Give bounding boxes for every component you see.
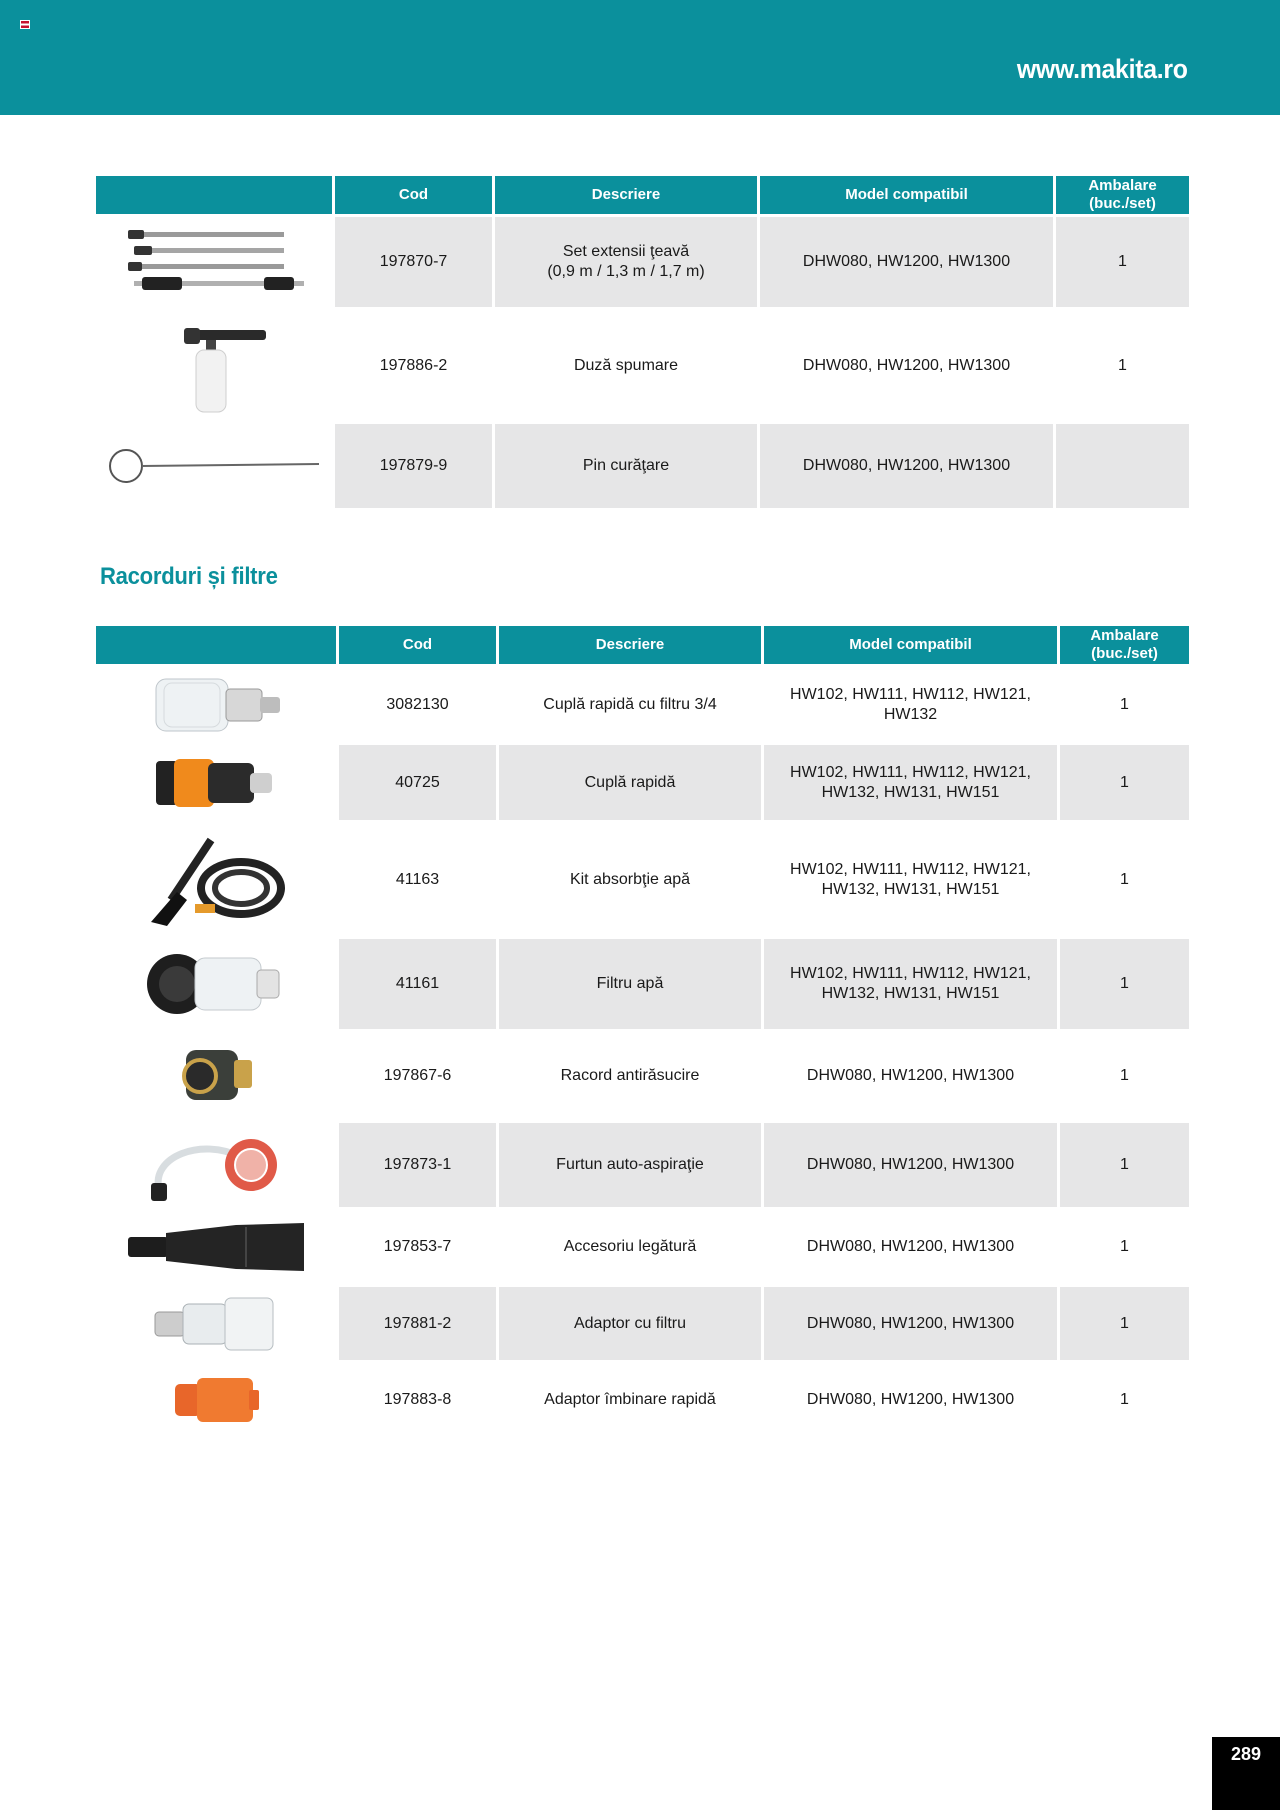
packaging-column-header: Ambalare (buc./set): [1056, 176, 1189, 214]
description-cell: Adaptor cu filtru: [499, 1287, 761, 1360]
table-row: [96, 745, 1189, 820]
quantity-cell: 1: [1060, 1123, 1189, 1207]
code-cell: 41161: [339, 939, 496, 1029]
description-cell: Cuplă rapidă: [499, 745, 761, 820]
table-row: [96, 1210, 1189, 1284]
model-column-header: Model compatibil: [764, 626, 1057, 664]
code-cell: 197853-7: [383, 1238, 452, 1255]
description-cell: Furtun auto-aspiraţie: [499, 1123, 761, 1207]
header-band: [0, 0, 1280, 115]
packaging-column-header: Ambalare (buc./set): [1060, 626, 1189, 664]
model-cell: DHW080, HW1200, HW1300: [764, 1287, 1057, 1360]
product-image: [96, 1123, 336, 1207]
model-cell: DHW080, HW1200, HW1300: [806, 1067, 1015, 1084]
quantity-cell: 1: [1060, 745, 1189, 820]
description-cell: Pin curăţare: [495, 424, 757, 508]
section-title: Racorduri și filtre: [100, 563, 278, 590]
table-row: [96, 1123, 1189, 1207]
image-column-header: [96, 176, 332, 214]
code-cell: 197867-6: [383, 1067, 452, 1084]
description-column-header: Descriere: [499, 626, 761, 664]
quantity-cell: 1: [1056, 217, 1189, 307]
anti-twist-connector-icon: [166, 1038, 266, 1114]
code-cell: 197870-7: [335, 217, 492, 307]
code-cell: 197883-8: [383, 1390, 452, 1408]
table-row: [96, 1287, 1189, 1360]
model-cell: HW102, HW111, HW112, HW121, HW132, HW131, HW151: [790, 860, 1031, 898]
quick-join-adapter-icon: [161, 1370, 271, 1430]
code-cell: 197879-9: [335, 424, 492, 508]
table-header: [96, 626, 1189, 664]
website-url[interactable]: www.makita.ro: [1017, 54, 1188, 84]
description-cell: Filtru apă: [499, 939, 761, 1029]
table-row: [96, 1363, 1189, 1436]
product-image: [96, 1210, 336, 1284]
page-number: 289: [1212, 1737, 1280, 1810]
product-image: [96, 939, 336, 1029]
description-column-header: Descriere: [495, 176, 757, 214]
quantity-cell: [1056, 424, 1189, 508]
model-cell: DHW080, HW1200, HW1300: [806, 1238, 1015, 1255]
table-header: [96, 176, 1189, 214]
accessories-table-1: [93, 173, 1192, 511]
description-cell: Duză spumare: [573, 356, 679, 374]
water-filter-icon: [141, 942, 291, 1026]
flag-icon: [20, 20, 30, 29]
connection-accessory-icon: [126, 1217, 306, 1277]
water-suction-kit-icon: [141, 830, 291, 930]
code-cell: 3082130: [386, 695, 449, 713]
product-image: [96, 667, 336, 742]
code-cell: 41163: [395, 870, 440, 888]
extension-pipes-icon: [114, 222, 314, 302]
quantity-cell: 1: [1120, 1238, 1129, 1255]
table-row: [96, 939, 1189, 1029]
model-cell: DHW080, HW1200, HW1300: [802, 356, 1011, 374]
model-cell: HW102, HW111, HW112, HW121, HW132, HW131, HW151: [764, 745, 1057, 820]
code-cell: 197873-1: [339, 1123, 496, 1207]
product-image: [96, 823, 336, 936]
code-column-header: Cod: [335, 176, 492, 214]
description-cell: Kit absorbţie apă: [569, 870, 691, 888]
model-cell: HW102, HW111, HW112, HW121, HW132, HW131, HW151: [764, 939, 1057, 1029]
quantity-cell: 1: [1120, 1067, 1129, 1084]
image-column-header: [96, 626, 336, 664]
quick-coupling-filter-icon: [146, 673, 286, 737]
quantity-cell: 1: [1060, 1287, 1189, 1360]
product-image: [96, 1032, 336, 1120]
product-image: [96, 217, 332, 307]
product-image: [96, 310, 332, 421]
product-image: [96, 1287, 336, 1360]
product-image: [96, 424, 332, 508]
quantity-cell: 1: [1120, 870, 1129, 888]
code-cell: 40725: [339, 745, 496, 820]
foam-nozzle-icon: [154, 316, 274, 416]
table-row: [96, 1032, 1189, 1120]
description-cell: Set extensii ţeavă (0,9 m / 1,3 m / 1,7 m): [495, 217, 757, 307]
cleaning-pin-icon: [104, 441, 324, 491]
description-cell: Adaptor îmbinare rapidă: [544, 1390, 716, 1408]
quantity-cell: 1: [1120, 1390, 1129, 1408]
self-suction-hose-icon: [141, 1127, 291, 1203]
model-column-header: Model compatibil: [760, 176, 1053, 214]
quantity-cell: 1: [1120, 695, 1129, 713]
model-cell: DHW080, HW1200, HW1300: [806, 1390, 1015, 1408]
table-row: [96, 667, 1189, 742]
code-cell: 197881-2: [339, 1287, 496, 1360]
quick-coupling-icon: [146, 751, 286, 815]
code-column-header: Cod: [339, 626, 496, 664]
model-cell: DHW080, HW1200, HW1300: [760, 217, 1053, 307]
table-row: [96, 424, 1189, 508]
product-image: [96, 1363, 336, 1436]
description-cell: Accesoriu legătură: [563, 1238, 697, 1255]
model-cell: HW102, HW111, HW112, HW121, HW132: [790, 685, 1031, 723]
model-cell: DHW080, HW1200, HW1300: [760, 424, 1053, 508]
connectors-filters-table: [93, 623, 1192, 1439]
code-cell: 197886-2: [379, 356, 448, 374]
model-cell: DHW080, HW1200, HW1300: [764, 1123, 1057, 1207]
product-image: [96, 745, 336, 820]
table-row: [96, 310, 1189, 421]
description-cell: Racord antirăsucire: [560, 1067, 700, 1084]
quantity-cell: 1: [1118, 356, 1127, 374]
table-row: [96, 217, 1189, 307]
quantity-cell: 1: [1060, 939, 1189, 1029]
filter-adapter-icon: [151, 1294, 281, 1354]
description-cell: Cuplă rapidă cu filtru 3/4: [543, 695, 717, 713]
table-row: [96, 823, 1189, 936]
